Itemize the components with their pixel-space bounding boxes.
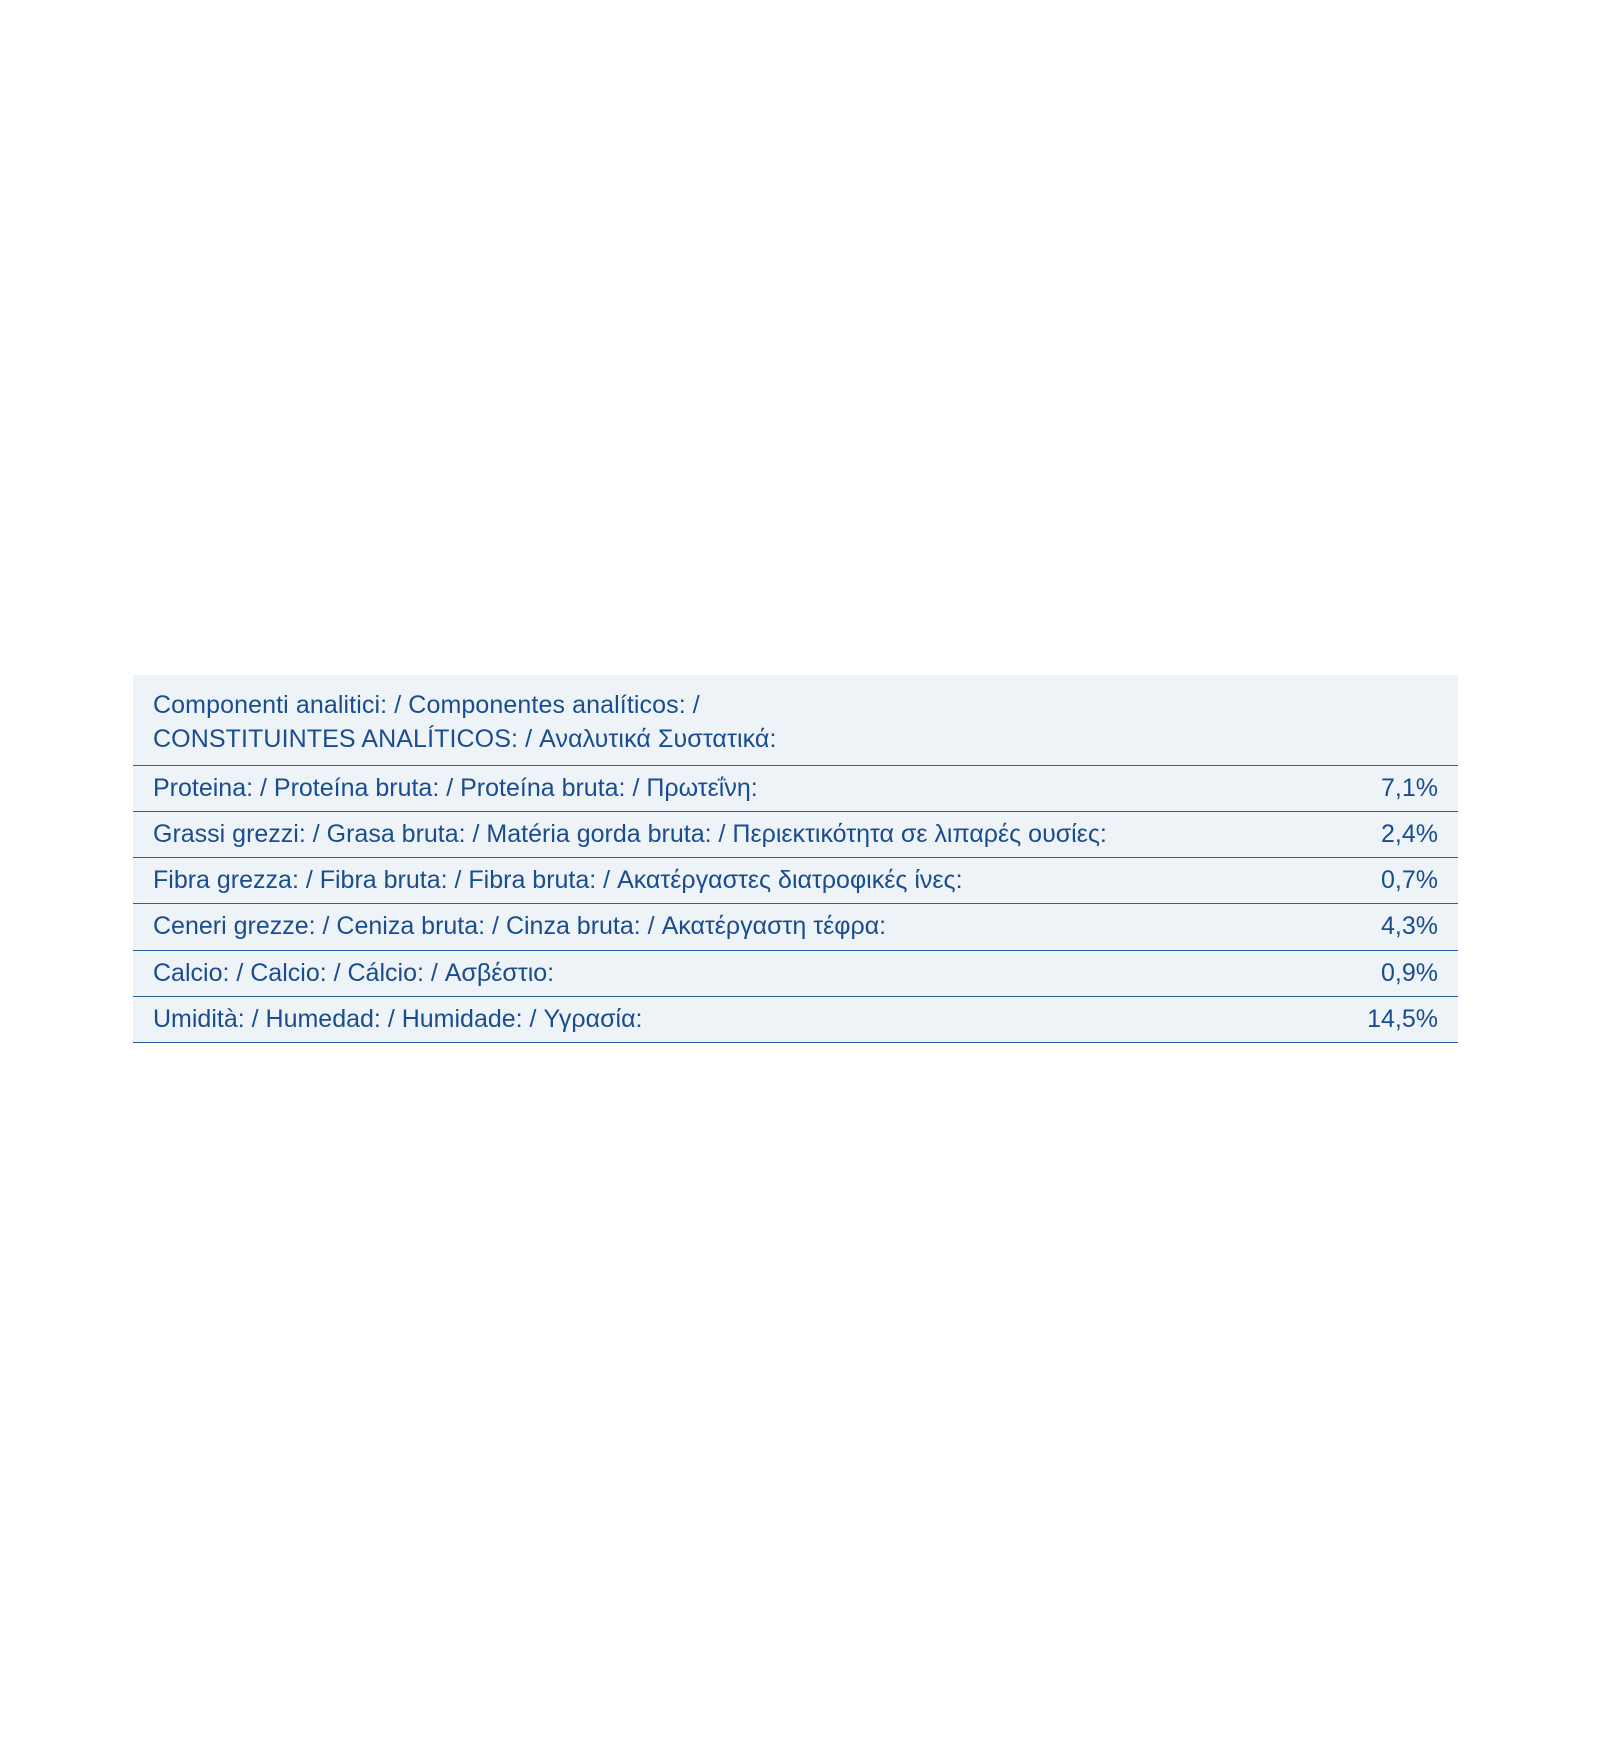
panel-heading-line-1: Componenti analitici: / Componentes analíticos: / [153, 691, 700, 719]
constituent-value: 2,4% [1381, 819, 1438, 848]
constituent-label: Proteina: / Proteína bruta: / Proteína bruta: / Πρωτεΐνη: [153, 773, 758, 802]
table-row [133, 765, 1458, 811]
table-row [133, 996, 1458, 1043]
table-row [133, 811, 1458, 857]
constituent-value: 14,5% [1367, 1004, 1438, 1033]
table-row [133, 950, 1458, 996]
constituent-label: Ceneri grezze: / Ceniza bruta: / Cinza bruta: / Ακατέργαστη τέφρα: [153, 912, 887, 941]
constituent-value: 7,1% [1381, 773, 1438, 802]
panel-heading-line-2: CONSTITUINTES ANALÍTICOS: / Αναλυτικά Συστατικά: [153, 724, 777, 753]
constituent-value: 0,9% [1381, 958, 1438, 987]
constituent-label: Calcio: / Calcio: / Cálcio: / Ασβέστιο: [153, 958, 555, 987]
constituent-label: Umidità: / Humedad: / Humidade: / Υγρασία: [153, 1004, 643, 1033]
constituents-list [133, 765, 1458, 1044]
constituent-label: Grassi grezzi: / Grasa bruta: / Matéria gorda bruta: / Περιεκτικότητα σε λιπαρές ουσίες: [153, 819, 1107, 848]
analytical-constituents-panel [133, 675, 1458, 1043]
panel-heading [133, 675, 1458, 765]
constituent-value: 4,3% [1381, 912, 1438, 941]
constituent-label: Fibra grezza: / Fibra bruta: / Fibra bruta: / Ακατέργαστες διατροφικές ίνες: [153, 866, 963, 894]
table-row [133, 903, 1458, 949]
constituent-value: 0,7% [1381, 866, 1438, 894]
table-row [133, 857, 1458, 903]
